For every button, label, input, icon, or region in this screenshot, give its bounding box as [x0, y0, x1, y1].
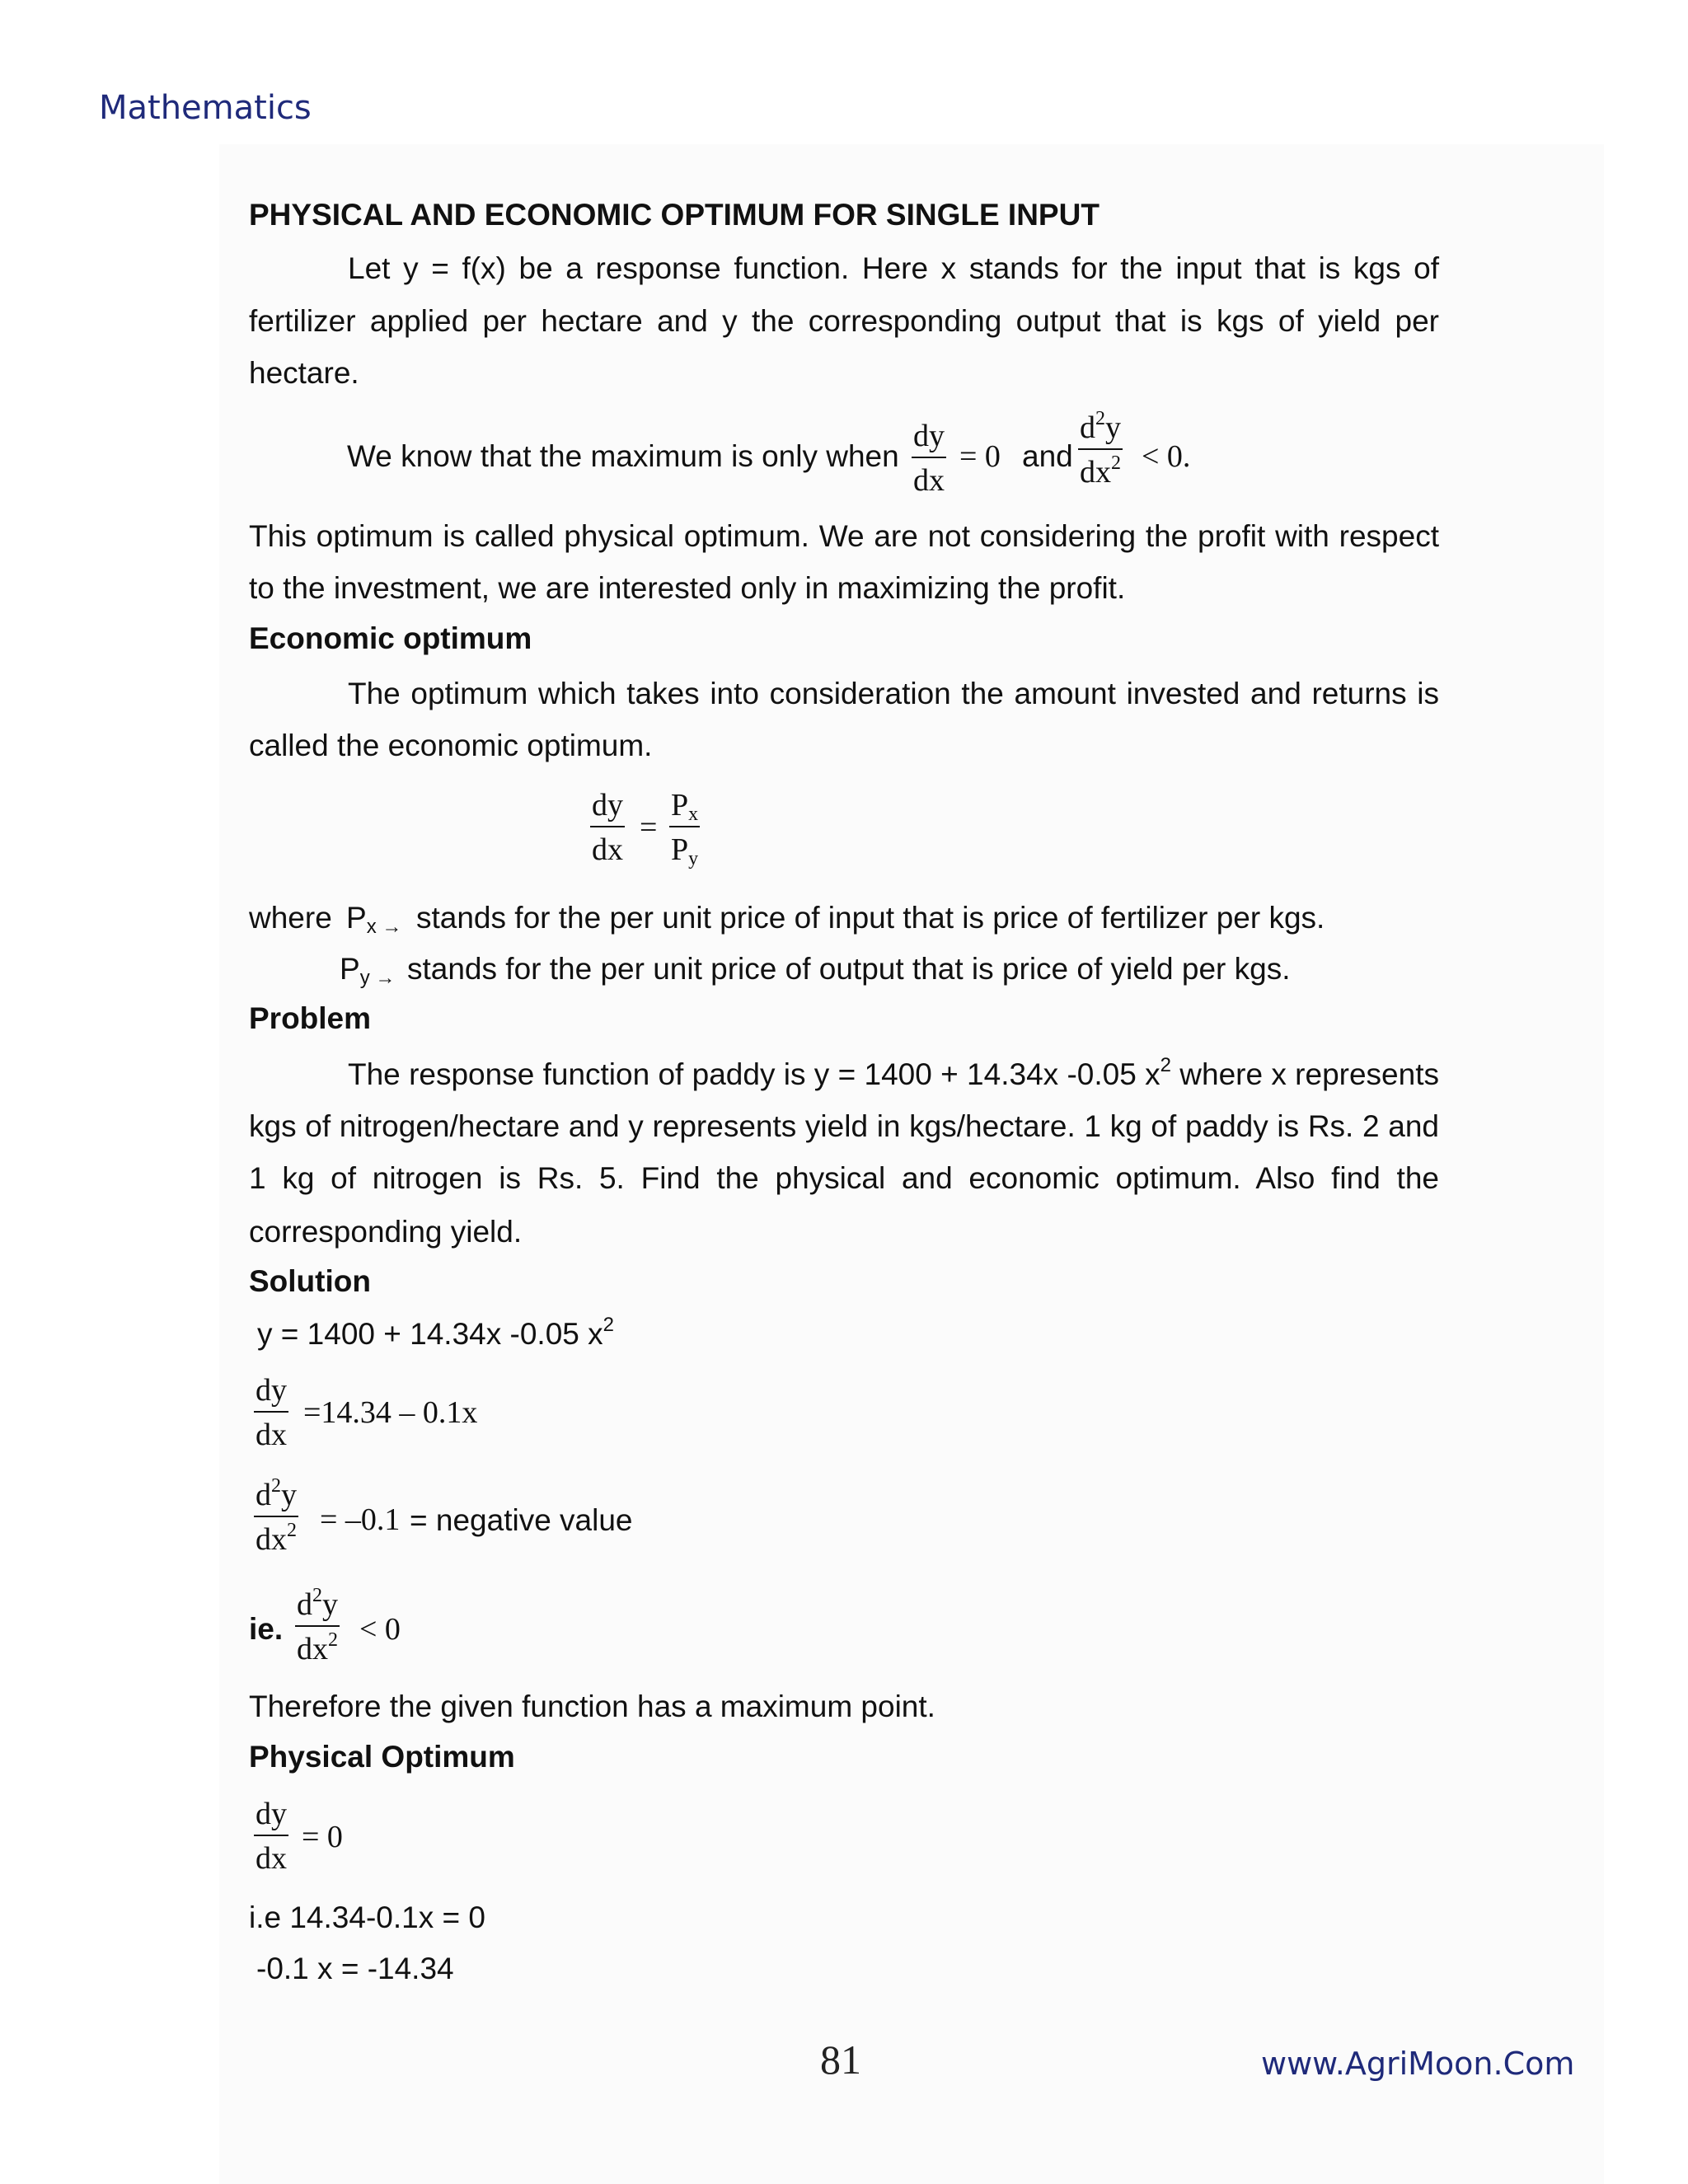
physical-definition-line-1: This optimum is called physical optimum. We are not considering the profit with respect: [249, 519, 1439, 553]
problem-line-1a: The response function of paddy is y = 1400 + 14.34x -0.05 x: [348, 1057, 1160, 1091]
problem-heading: Problem: [249, 1001, 372, 1035]
footer-website-link[interactable]: www.AgriMoon.Com: [1261, 2046, 1575, 2082]
ie-label: ie.: [249, 1612, 284, 1646]
and-word: and: [1022, 439, 1073, 473]
running-header: Mathematics: [99, 89, 312, 127]
economic-line-1-text: The optimum which takes into consideration the amount invested and returns is: [348, 677, 1439, 710]
px-definition: stands for the per unit price of input that is price of fertilizer per kgs.: [416, 901, 1325, 935]
solution-dy-dx-fraction: dy dx: [256, 1373, 287, 1452]
economic-dy-dx-fraction: dy dx: [592, 788, 623, 867]
physical-dy-dx-fraction: dy dx: [256, 1797, 287, 1876]
economic-optimum-heading: Economic optimum: [249, 621, 532, 655]
solution-equation-text: y = 1400 + 14.34x -0.05 x: [257, 1317, 603, 1351]
second-derivative-value: = –0.1: [320, 1502, 401, 1537]
solution-equation: y = 1400 + 14.34x -0.05 $x^2$: [257, 1314, 614, 1351]
intro-line-3: hectare.: [249, 356, 359, 390]
intro-line-1-text: Let y = f(x) be a response function. Here x stands for the input that is kgs of: [348, 251, 1439, 285]
physical-step-1: i.e 14.34-0.1x = 0: [249, 1900, 485, 1934]
maximum-conclusion: Therefore the given function has a maximum point.: [249, 1690, 935, 1723]
intro-line-1: [249, 253, 1439, 284]
economic-equals: =: [640, 810, 658, 845]
second-derivative-fraction: $d^2y$ $dx^2$: [1080, 408, 1121, 490]
first-derivative-value: =14.34 – 0.1x: [303, 1395, 478, 1430]
where-word: where: [249, 901, 332, 935]
problem-line-1: The response function of paddy is y = 1400 + 14.34x -0.05 $x^2$ where x represents: [348, 1054, 1439, 1091]
py-symbol: $P_{y \to}$: [340, 952, 396, 989]
dy-dx-fraction: dy dx: [913, 419, 945, 498]
equals-zero: = 0: [959, 439, 1001, 474]
price-ratio-fraction: $P_x$ $P_y$: [671, 788, 699, 869]
physical-step-2: -0.1 x = -14.34: [256, 1952, 454, 1985]
page-number: 81: [820, 2036, 861, 2083]
problem-line-1b: where x represents: [1179, 1057, 1439, 1091]
ie-less-than-zero: < 0: [359, 1612, 401, 1647]
physical-optimum-heading: Physical Optimum: [249, 1740, 515, 1774]
py-definition: stands for the per unit price of output that is price of yield per kgs.: [407, 952, 1291, 986]
problem-line-3: 1 kg of nitrogen is Rs. 5. Find the physical and economic optimum. Also find the: [249, 1161, 1439, 1195]
economic-line-1: [249, 678, 1439, 709]
problem-line-4: corresponding yield.: [249, 1215, 523, 1249]
section-title: PHYSICAL AND ECONOMIC OPTIMUM FOR SINGLE INPUT: [249, 198, 1100, 232]
negative-value-text: = negative value: [410, 1503, 633, 1537]
maximum-condition-text: We know that the maximum is only when: [347, 439, 899, 473]
economic-line-2: called the economic optimum.: [249, 729, 653, 762]
intro-line-2: fertilizer applied per hectare and y the corresponding output that is kgs of yield per: [249, 304, 1439, 338]
solution-second-derivative-fraction: $d^2y$ $dx^2$: [256, 1475, 297, 1557]
less-than-zero: < 0.: [1142, 439, 1191, 474]
problem-line-2: kgs of nitrogen/hectare and y represents yield in kgs/hectare. 1 kg of paddy is Rs. 2 and: [249, 1109, 1439, 1143]
physical-definition-line-2: to the investment, we are interested only in maximizing the profit.: [249, 571, 1126, 605]
ie-second-derivative-fraction: $d^2y$ $dx^2$: [297, 1585, 338, 1666]
px-symbol: $P_{x \to}$: [346, 901, 402, 938]
physical-equals-zero: = 0: [302, 1820, 343, 1854]
solution-heading: Solution: [249, 1264, 371, 1298]
